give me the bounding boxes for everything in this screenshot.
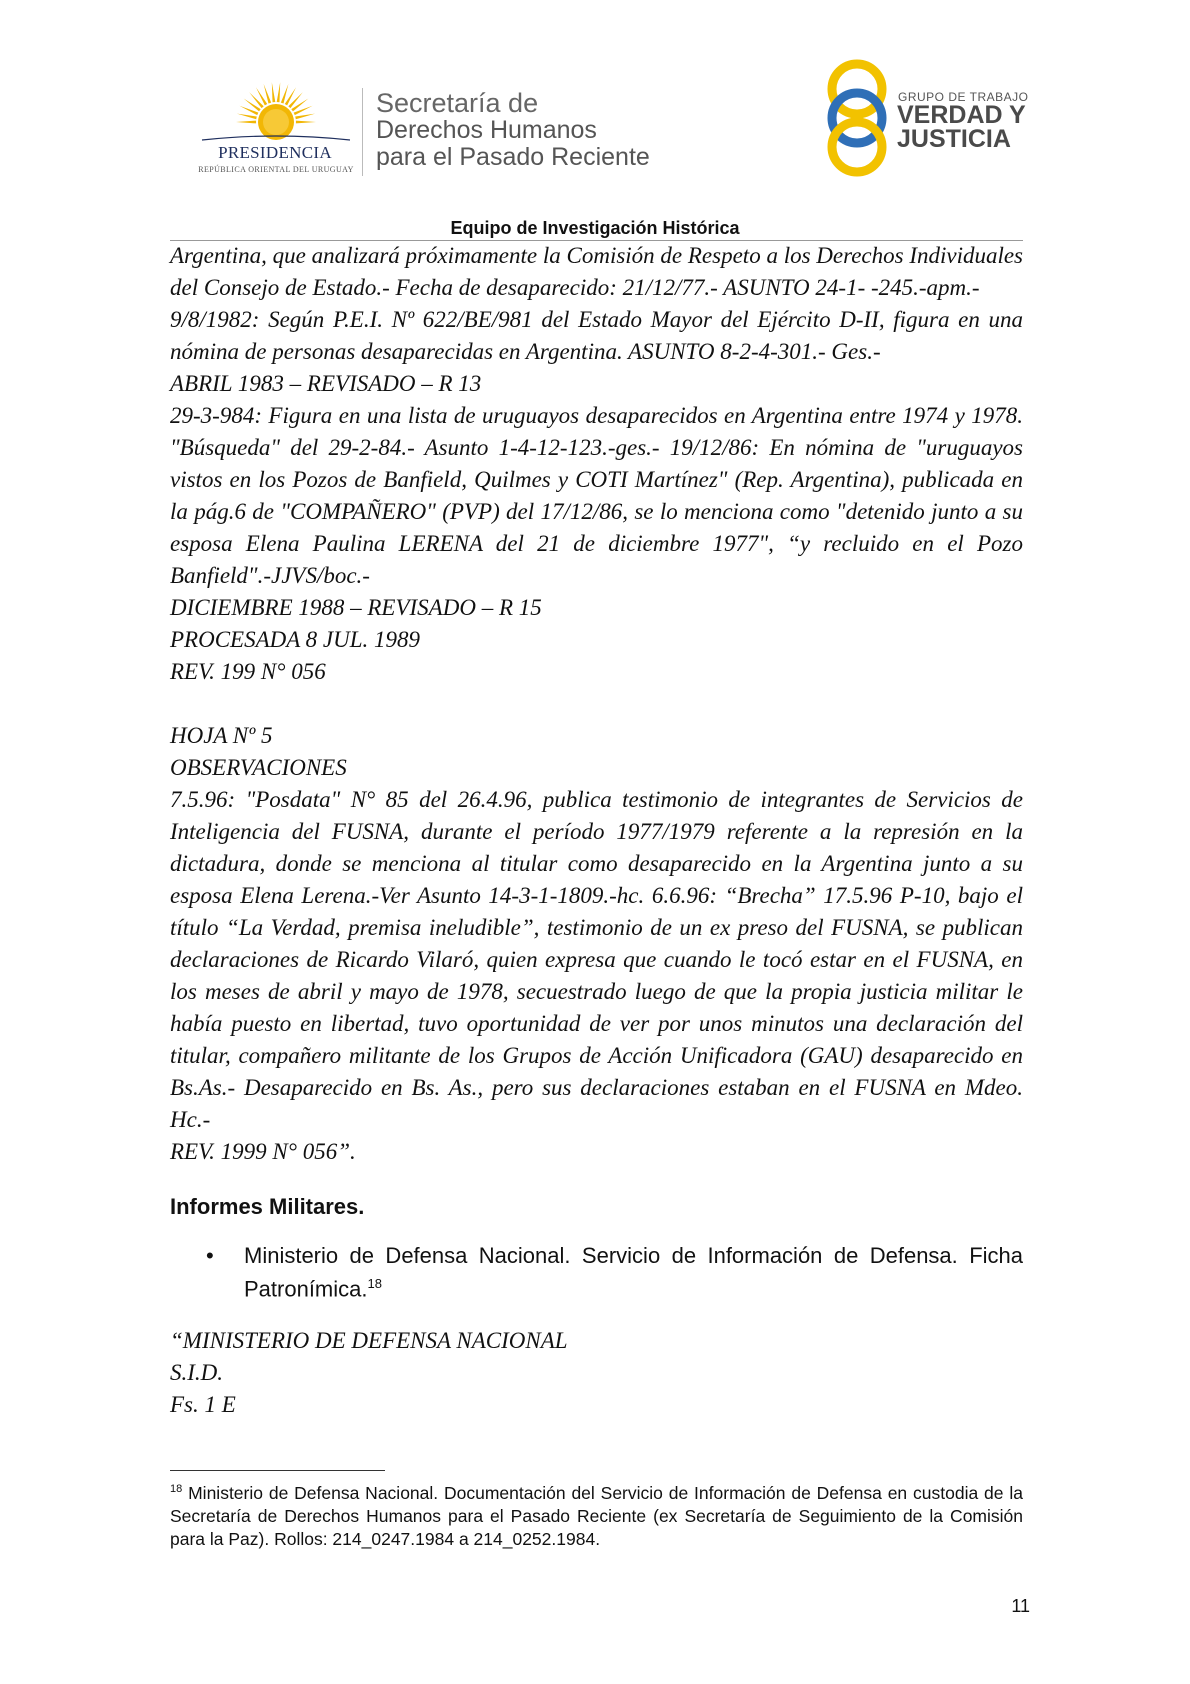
sun-ray — [244, 98, 261, 111]
bullet-text: Ministerio de Defensa Nacional. Servicio de Información de Defensa. Ficha Patronímica. — [244, 1243, 1023, 1302]
footnote-separator — [170, 1470, 385, 1471]
paragraph-1984: 29-3-984: Figura en una lista de uruguayos desaparecidos en Argentina entre 1974 y 1978. "Búsqueda" del 29-2-84.- Asunto 1-4-12-123.-ges.- 19/12/86: En nómina de "uruguayos vistos en los Pozos de Banfield, Quilmes y COTI Martínez" (Rep. Argentina), publicada en la pág.6 de "COMPAÑERO" (PVP) del 17/12/86, se lo menciona como "detenido junto a su esposa Elena Paulina LERENA del 21 de diciembre 1977", “y recluido en el Pozo Banfield".-JJVS/boc.- — [170, 403, 1023, 588]
line-observaciones: OBSERVACIONES — [170, 755, 347, 780]
sun-ray — [249, 92, 263, 108]
quote-line-3: Fs. 1 E — [170, 1392, 236, 1418]
quote-line-1: “MINISTERIO DE DEFENSA NACIONAL — [170, 1328, 568, 1354]
secretaria-line-2: Derechos Humanos — [376, 116, 597, 144]
quote-line-2: S.I.D. — [170, 1360, 224, 1386]
footnote-text: Ministerio de Defensa Nacional. Documentación del Servicio de Información de Defensa en custodia de la Secretaría de Derechos Humanos para el Pasado Reciente (ex Secretaría de Seguimiento de la Comisión para la Paz). Rollos: 214_0247.1984 a 214_0252.1984. — [170, 1482, 1023, 1549]
bullet-symbol: • — [206, 1243, 214, 1268]
gvj-rings-icon — [822, 56, 892, 180]
sun-ray — [236, 121, 256, 124]
sun-ray — [272, 82, 275, 102]
paragraph-1982: 9/8/1982: Según P.E.I. Nº 622/BE/981 del Estado Mayor del Ejército D-II, figura en una nómina de personas desaparecidas en Argentina. ASUNTO 8-2-4-301.- Ges.- — [170, 307, 1023, 364]
line-abril-1983: ABRIL 1983 – REVISADO – R 13 — [170, 371, 482, 396]
paragraph-argentina: Argentina, que analizará próximamente la Comisión de Respeto a los Derechos Individuales del Consejo de Estado.- Fecha de desaparecido: 21/12/77.- ASUNTO 24-1- -245.-apm.- — [170, 243, 1024, 300]
sun-ray — [277, 82, 280, 102]
spacer — [170, 1168, 1023, 1194]
paragraph-observaciones: 7.5.96: "Posdata" N° 85 del 26.4.96, publica testimonio de integrantes de Servicios de Inteligencia del FUSNA, durante el período 1977/1979 referente a la represión en la dictadura, donde se menciona al titular como desaparecido en la Argentina junto a su esposa Elena Lerena.-Ver Asunto 14-3-1-1809.-hc. 6.6.96: “Brecha” 17.5.96 P-10, bajo el título “La Verdad, premisa ineludible”, testimonio de un ex preso del FUSNA, se publican declaraciones de Ricardo Vilaró, quien expresa que cuando le tocó estar en el FUSNA, en los meses de abril y mayo de 1978, secuestrado luego de que la propia justicia militar le había puesto en libertad, tuvo oportunidad de ver por unos minutos una declaración del titular, compañero militante de los Grupos de Acción Unificadora (GAU) desaparecido en Bs.As.- Desaparecido en Bs. As., pero sus declaraciones estaban en el FUSNA en Mdeo. Hc.- — [170, 787, 1023, 1132]
spacer — [170, 1220, 1023, 1242]
spacer — [170, 688, 1023, 720]
page-number: 11 — [1011, 1596, 1030, 1616]
secretaria-line-3: para el Pasado Reciente — [376, 143, 650, 171]
line-hoja: HOJA Nº 5 — [170, 723, 273, 748]
line-rev-199: REV. 199 N° 056 — [170, 659, 326, 684]
sun-ray — [288, 92, 302, 108]
gvj-title-line-2: JUSTICIA — [897, 125, 1011, 153]
sun-ray — [295, 114, 315, 120]
line-procesada: PROCESADA 8 JUL. 1989 — [170, 627, 421, 652]
document-body — [170, 240, 1023, 1421]
section-heading: Informes Militares. — [170, 1194, 365, 1219]
secretaria-line-1: Secretaría de — [376, 88, 539, 118]
bullet-item — [206, 1242, 1023, 1303]
spacer — [170, 1303, 1023, 1325]
gvj-title — [897, 103, 1026, 151]
presidencia-subtitle: REPÚBLICA ORIENTAL DEL URUGUAY — [198, 165, 354, 174]
gvj-small-label: GRUPO DE TRABAJO — [898, 90, 1029, 104]
page-header — [0, 0, 1190, 240]
footnote-ref[interactable]: 18 — [367, 1276, 382, 1291]
presidencia-name: PRESIDENCIA — [218, 143, 332, 162]
secretaria-title — [376, 90, 650, 171]
gvj-title-line-1: VERDAD Y — [897, 101, 1026, 129]
header-divider — [362, 88, 363, 176]
team-name: Equipo de Investigación Histórica — [450, 218, 740, 238]
sun-ray — [237, 114, 257, 120]
footnote — [170, 1478, 1023, 1551]
sun-ray — [296, 121, 316, 124]
sun-ray — [291, 98, 308, 111]
line-rev-1999: REV. 1999 N° 056”. — [170, 1139, 356, 1164]
line-diciembre-1988: DICIEMBRE 1988 – REVISADO – R 15 — [170, 595, 542, 620]
footnote-number: 18 — [170, 1483, 183, 1495]
